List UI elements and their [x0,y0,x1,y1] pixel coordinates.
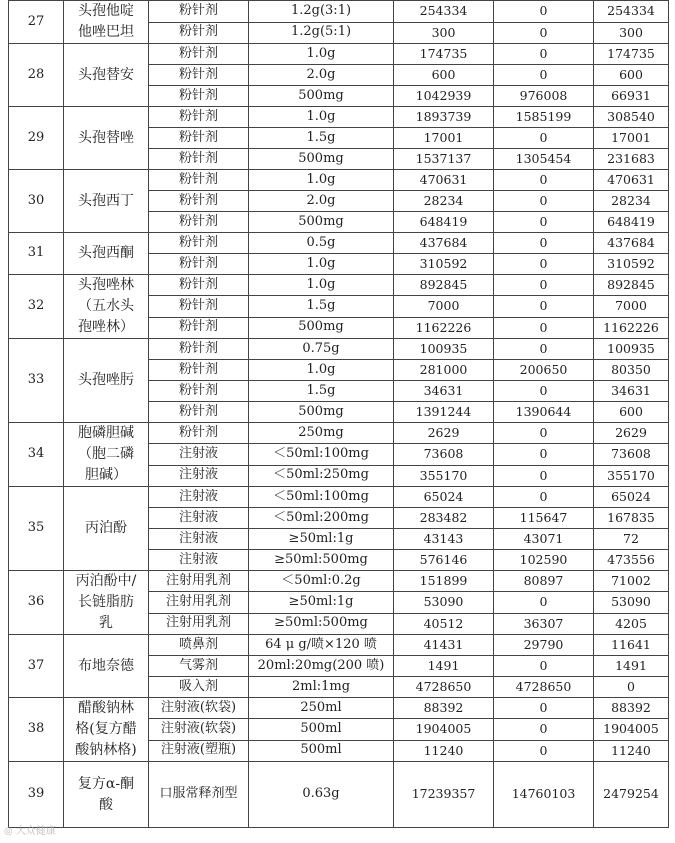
value-b-cell: 72 [594,529,669,550]
table-row [9,635,669,656]
spec-cell: 1.5g [249,381,394,402]
spec-cell: 0.75g [249,339,394,360]
value-a-cell: 1585199 [494,107,594,128]
value-a-cell: 43071 [494,529,594,550]
total-cell: 355170 [394,465,494,486]
value-b-cell: 174735 [594,44,669,65]
drug-name-cell: 头孢唑林 （五水头 孢唑林） [64,275,149,339]
spec-cell: 2.0g [249,65,394,86]
value-a-cell: 0 [494,740,594,761]
value-b-cell: 66931 [594,86,669,107]
row-number-cell: 28 [9,44,64,107]
spec-cell: 1.0g [249,44,394,65]
value-a-cell: 1305454 [494,149,594,170]
value-b-cell: 437684 [594,233,669,254]
value-b-cell: 100935 [594,339,669,360]
spec-cell: 0.63g [249,762,394,828]
value-a-cell: 0 [494,381,594,402]
table-row [9,571,669,592]
value-b-cell: 355170 [594,465,669,486]
form-cell: 注射用乳剂 [149,571,249,592]
drug-name-cell: 头孢替安 [64,44,149,107]
table-row [9,487,669,508]
value-a-cell: 0 [494,22,594,44]
value-a-cell: 0 [494,592,594,613]
drug-name-cell: 醋酸钠林 格(复方醋 酸钠林格) [64,698,149,762]
value-a-cell: 4728650 [494,677,594,698]
table-row [9,339,669,360]
spec-cell: 1.2g(5:1) [249,22,394,44]
value-b-cell: 2479254 [594,762,669,828]
drug-name-cell: 头孢西丁 [64,170,149,233]
total-cell: 1904005 [394,719,494,740]
value-a-cell: 1390644 [494,402,594,423]
form-cell: 粉针剂 [149,212,249,233]
spec-cell: ＜50ml:250mg [249,465,394,486]
value-a-cell: 0 [494,275,594,296]
value-b-cell: 53090 [594,592,669,613]
value-b-cell: 88392 [594,698,669,719]
form-cell: 粉针剂 [149,170,249,191]
value-b-cell: 648419 [594,212,669,233]
table-row [9,107,669,128]
form-cell: 注射液 [149,465,249,486]
total-cell: 53090 [394,592,494,613]
drug-data-table [8,0,669,828]
value-a-cell: 0 [494,444,594,465]
value-b-cell: 600 [594,65,669,86]
row-number-cell: 35 [9,487,64,571]
value-a-cell: 976008 [494,86,594,107]
value-b-cell: 34631 [594,381,669,402]
total-cell: 1042939 [394,86,494,107]
spec-cell: ＜50ml:100mg [249,444,394,465]
table-row [9,762,669,828]
spec-cell: ≥50ml:500mg [249,550,394,571]
total-cell: 151899 [394,571,494,592]
value-a-cell: 0 [494,65,594,86]
row-number-cell: 30 [9,170,64,233]
form-cell: 粉针剂 [149,254,249,275]
value-a-cell: 0 [494,487,594,508]
spec-cell: 500ml [249,719,394,740]
spec-cell: 500mg [249,86,394,107]
spec-cell: 250mg [249,423,394,444]
value-a-cell: 115647 [494,508,594,529]
value-a-cell: 29790 [494,635,594,656]
drug-name-cell: 丙泊酚 [64,487,149,571]
form-cell: 粉针剂 [149,65,249,86]
value-a-cell: 0 [494,423,594,444]
form-cell: 喷鼻剂 [149,635,249,656]
drug-name-cell: 丙泊酚中/ 长链脂肪 乳 [64,571,149,635]
total-cell: 34631 [394,381,494,402]
row-number-cell: 34 [9,423,64,487]
value-a-cell: 0 [494,254,594,275]
form-cell: 吸入剂 [149,677,249,698]
value-b-cell: 254334 [594,1,669,23]
spec-cell: 500ml [249,740,394,761]
form-cell: 注射液 [149,508,249,529]
value-b-cell: 11240 [594,740,669,761]
value-a-cell: 0 [494,128,594,149]
value-b-cell: 80350 [594,360,669,381]
value-a-cell: 80897 [494,571,594,592]
spec-cell: 500mg [249,317,394,338]
row-number-cell: 33 [9,339,64,423]
total-cell: 281000 [394,360,494,381]
value-a-cell: 0 [494,191,594,212]
row-number-cell: 31 [9,233,64,275]
form-cell: 粉针剂 [149,275,249,296]
total-cell: 73608 [394,444,494,465]
spec-cell: 1.0g [249,275,394,296]
form-cell: 粉针剂 [149,402,249,423]
total-cell: 254334 [394,1,494,23]
form-cell: 气雾剂 [149,656,249,677]
total-cell: 470631 [394,170,494,191]
form-cell: 注射液(塑瓶) [149,740,249,761]
table-row [9,1,669,23]
value-b-cell: 473556 [594,550,669,571]
total-cell: 310592 [394,254,494,275]
form-cell: 粉针剂 [149,423,249,444]
total-cell: 600 [394,65,494,86]
value-a-cell: 0 [494,465,594,486]
spec-cell: 1.0g [249,360,394,381]
form-cell: 注射液 [149,487,249,508]
form-cell: 粉针剂 [149,381,249,402]
value-a-cell: 0 [494,170,594,191]
total-cell: 4728650 [394,677,494,698]
form-cell: 粉针剂 [149,86,249,107]
value-b-cell: 310592 [594,254,669,275]
value-a-cell: 0 [494,233,594,254]
spec-cell: ≥50ml:500mg [249,613,394,634]
spec-cell: 1.5g [249,296,394,317]
row-number-cell: 29 [9,107,64,170]
watermark-text: 大众健康 [15,826,56,837]
table-row [9,233,669,254]
total-cell: 892845 [394,275,494,296]
spec-cell: 20ml:20mg(200 喷) [249,656,394,677]
value-b-cell: 308540 [594,107,669,128]
table-row [9,698,669,719]
drug-name-cell: 头孢他啶 他唑巴坦 [64,1,149,44]
drug-name-cell: 头孢替唑 [64,107,149,170]
total-cell: 41431 [394,635,494,656]
spec-cell: ＜50ml:100mg [249,487,394,508]
value-a-cell: 0 [494,1,594,23]
total-cell: 40512 [394,613,494,634]
total-cell: 437684 [394,233,494,254]
table-row [9,44,669,65]
form-cell: 粉针剂 [149,317,249,338]
table-body [9,1,669,828]
form-cell: 粉针剂 [149,128,249,149]
spec-cell: ＜50ml:0.2g [249,571,394,592]
spec-cell: 500mg [249,149,394,170]
total-cell: 7000 [394,296,494,317]
total-cell: 17001 [394,128,494,149]
spec-cell: 2.0g [249,191,394,212]
row-number-cell: 32 [9,275,64,339]
spec-cell: 2ml:1mg [249,677,394,698]
value-a-cell: 200650 [494,360,594,381]
value-b-cell: 892845 [594,275,669,296]
drug-name-cell: 复方α-酮 酸 [64,762,149,828]
total-cell: 1391244 [394,402,494,423]
spec-cell: 250ml [249,698,394,719]
drug-name-cell: 头孢西酮 [64,233,149,275]
row-number-cell: 39 [9,762,64,828]
value-b-cell: 4205 [594,613,669,634]
value-a-cell: 0 [494,339,594,360]
total-cell: 2629 [394,423,494,444]
total-cell: 300 [394,22,494,44]
value-b-cell: 600 [594,402,669,423]
watermark-logo: ◎ 大众健康 [4,826,56,837]
spec-cell: 1.0g [249,254,394,275]
value-a-cell: 0 [494,212,594,233]
spec-cell: 500mg [249,212,394,233]
spec-cell: ＜50ml:200mg [249,508,394,529]
value-a-cell: 36307 [494,613,594,634]
value-b-cell: 65024 [594,487,669,508]
value-b-cell: 167835 [594,508,669,529]
drug-name-cell: 头孢唑肟 [64,339,149,423]
form-cell: 粉针剂 [149,107,249,128]
total-cell: 1537137 [394,149,494,170]
form-cell: 粉针剂 [149,149,249,170]
table-row [9,170,669,191]
form-cell: 注射液 [149,444,249,465]
value-b-cell: 1904005 [594,719,669,740]
value-a-cell: 14760103 [494,762,594,828]
total-cell: 174735 [394,44,494,65]
value-a-cell: 0 [494,656,594,677]
spec-cell: ≥50ml:1g [249,529,394,550]
total-cell: 11240 [394,740,494,761]
value-a-cell: 0 [494,296,594,317]
form-cell: 注射液(软袋) [149,698,249,719]
total-cell: 28234 [394,191,494,212]
form-cell: 注射用乳剂 [149,592,249,613]
value-a-cell: 0 [494,719,594,740]
form-cell: 粉针剂 [149,339,249,360]
value-a-cell: 0 [494,44,594,65]
drug-name-cell: 胞磷胆碱 （胞二磷 胆碱） [64,423,149,487]
row-number-cell: 36 [9,571,64,635]
row-number-cell: 27 [9,1,64,44]
total-cell: 648419 [394,212,494,233]
form-cell: 注射液 [149,550,249,571]
form-cell: 粉针剂 [149,1,249,23]
total-cell: 88392 [394,698,494,719]
table-row [9,423,669,444]
form-cell: 注射液(软袋) [149,719,249,740]
drug-name-cell: 布地奈德 [64,635,149,698]
total-cell: 65024 [394,487,494,508]
value-b-cell: 11641 [594,635,669,656]
total-cell: 576146 [394,550,494,571]
form-cell: 注射液 [149,529,249,550]
total-cell: 1162226 [394,317,494,338]
total-cell: 1491 [394,656,494,677]
value-b-cell: 470631 [594,170,669,191]
spec-cell: 0.5g [249,233,394,254]
value-b-cell: 71002 [594,571,669,592]
value-b-cell: 231683 [594,149,669,170]
form-cell: 粉针剂 [149,44,249,65]
form-cell: 口服常释剂型 [149,762,249,828]
spec-cell: 1.0g [249,107,394,128]
value-b-cell: 73608 [594,444,669,465]
form-cell: 粉针剂 [149,233,249,254]
value-b-cell: 2629 [594,423,669,444]
total-cell: 283482 [394,508,494,529]
total-cell: 100935 [394,339,494,360]
form-cell: 粉针剂 [149,296,249,317]
form-cell: 粉针剂 [149,360,249,381]
value-a-cell: 0 [494,698,594,719]
spec-cell: 1.2g(3:1) [249,1,394,23]
form-cell: 粉针剂 [149,191,249,212]
table-row [9,275,669,296]
row-number-cell: 38 [9,698,64,762]
value-a-cell: 102590 [494,550,594,571]
total-cell: 17239357 [394,762,494,828]
spec-cell: 500mg [249,402,394,423]
value-b-cell: 17001 [594,128,669,149]
value-b-cell: 0 [594,677,669,698]
value-b-cell: 7000 [594,296,669,317]
form-cell: 注射用乳剂 [149,613,249,634]
total-cell: 1893739 [394,107,494,128]
row-number-cell: 37 [9,635,64,698]
value-b-cell: 1162226 [594,317,669,338]
total-cell: 43143 [394,529,494,550]
spec-cell: 1.0g [249,170,394,191]
value-a-cell: 0 [494,317,594,338]
value-b-cell: 1491 [594,656,669,677]
spec-cell: ≥50ml:1g [249,592,394,613]
value-b-cell: 28234 [594,191,669,212]
spec-cell: 1.5g [249,128,394,149]
form-cell: 粉针剂 [149,22,249,44]
value-b-cell: 300 [594,22,669,44]
spec-cell: 64 μ g/喷×120 喷 [249,635,394,656]
